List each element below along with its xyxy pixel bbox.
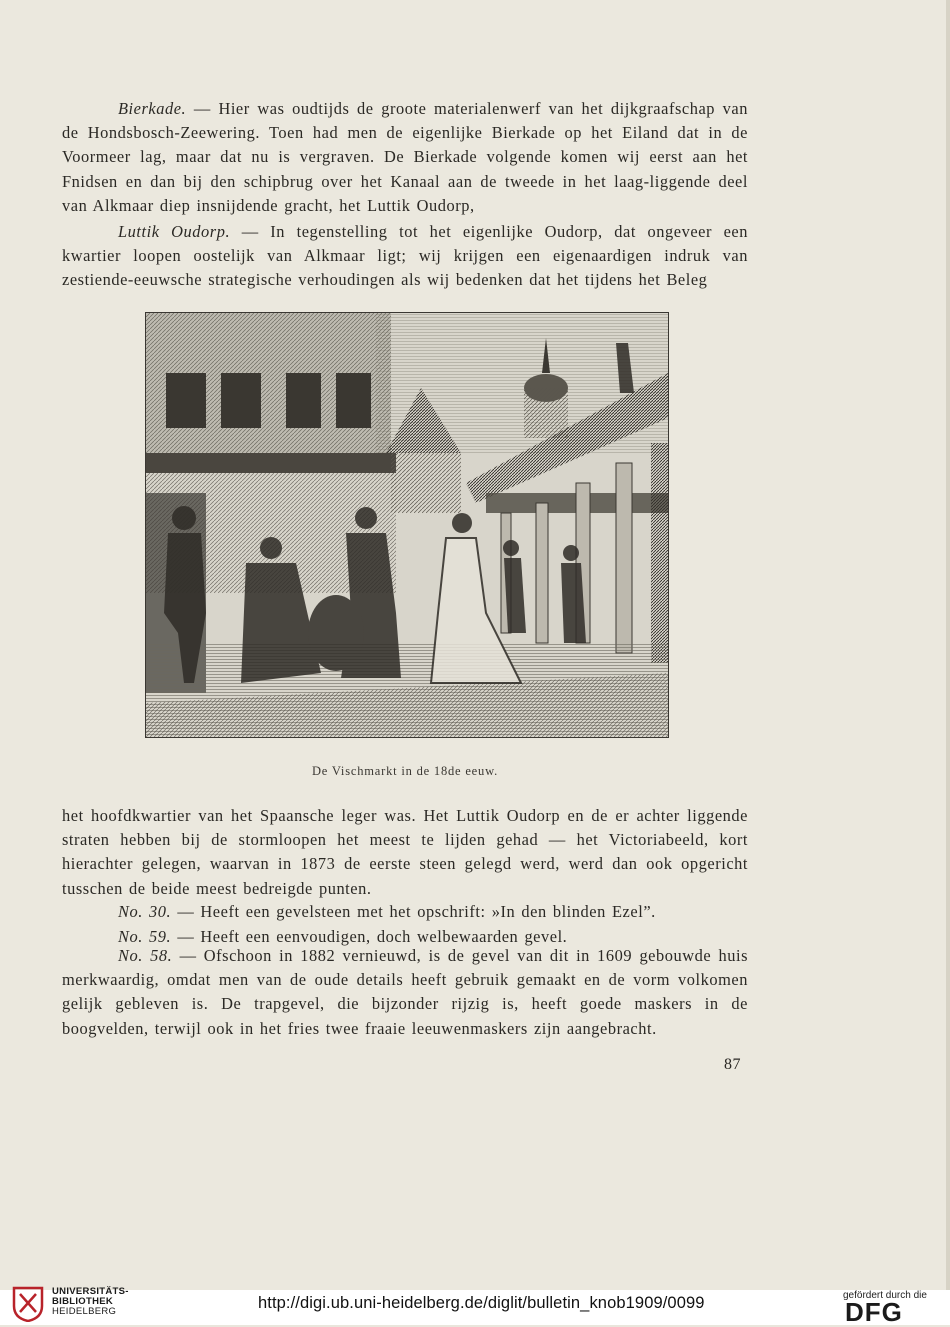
paragraph-hoofdkwartier (62, 804, 748, 901)
page-number: 87 (724, 1056, 741, 1073)
paragraph-luttik-oudorp (62, 220, 748, 293)
institution-line-3: HEIDELBERG (52, 1306, 117, 1317)
paragraph-text: — Heeft een eenvoudigen, doch welbewaarden gevel. (171, 927, 568, 946)
funding-label: gefördert durch die (843, 1290, 927, 1301)
paragraph-lead: No. 30. (118, 902, 172, 921)
permalink-url[interactable]: http://digi.ub.uni-heidelberg.de/diglit/bulletin_knob1909/0099 (258, 1294, 705, 1312)
paragraph-bierkade (62, 97, 748, 218)
paragraph-text: — Ofschoon in 1882 vernieuwd, is de gevel van dit in 1609 gebouwde huis merkwaardig, omdat men van de oude details heeft gebruik gemaakt en de vorm volkomen gelijk gebleven is. De trapgevel, die bijzonder rijzig is, heeft goede maskers in de boogvelden, terwijl ook in het fries twee fraaie leeuwenmaskers zijn aangebracht. (62, 946, 748, 1038)
scan-edge (946, 0, 950, 1290)
paragraph-lead: Luttik Oudorp. (118, 222, 231, 241)
dfg-logo: DFG (845, 1297, 903, 1327)
paragraph-no-30 (62, 900, 748, 924)
paragraph-text: — Heeft een gevelsteen met het opschrift: »In den blinden Ezel”. (171, 902, 656, 921)
engraving-image (146, 313, 668, 737)
paragraph-text: — In tegenstelling tot het eigenlijke Oudorp, dat ongeveer een kwartier loopen oostelijk van Alkmaar ligt; wij krijgen een eigenaardigen indruk van zestiende-eeuwsche strategische verhoudingen als wij bedenken dat het tijdens het Beleg (62, 222, 748, 290)
paragraph-text: — Hier was oudtijds de groote materialenwerf van het dijkgraafschap van de Hondsbosch-Zeewering. Toen had men de eigenlijke Bierkade op het Eiland dat in de Voormeer lag, maar dat nu is vergraven. De Bierkade volgende komen wij eerst aan het Fnidsen en dan bij den schipbrug over het Kanaal aan de tweede in het laag-liggende deel van Alkmaar diep insnijdende gracht, het Luttik Oudorp, (62, 99, 748, 215)
paragraph-lead: Bierkade. (118, 99, 187, 118)
paragraph-lead: No. 59. (118, 927, 172, 946)
paragraph-lead: No. 58. (118, 946, 173, 965)
university-seal-icon (10, 1284, 46, 1322)
figure-caption: De Vischmarkt in de 18de eeuw. (311, 764, 499, 778)
paragraph-text: het hoofdkwartier van het Spaansche leger was. Het Luttik Oudorp en de er achter liggende straten hebben bij de stormloopen het meest te lijden gehad — het Victoriabeeld, kort hierachter gelegen, waarvan in 1873 de eerste steen gelegd werd, werd dan ook opgericht tusschen de beide meest bedreigde punten. (62, 806, 748, 898)
footer-bar (0, 1286, 950, 1327)
institution-line-2: BIBLIOTHEK (52, 1296, 114, 1307)
paragraph-no-58 (62, 944, 748, 1041)
engraving-illustration (145, 312, 669, 738)
institution-name (52, 1287, 129, 1317)
institution-line-1: UNIVERSITÄTS- (52, 1286, 129, 1297)
